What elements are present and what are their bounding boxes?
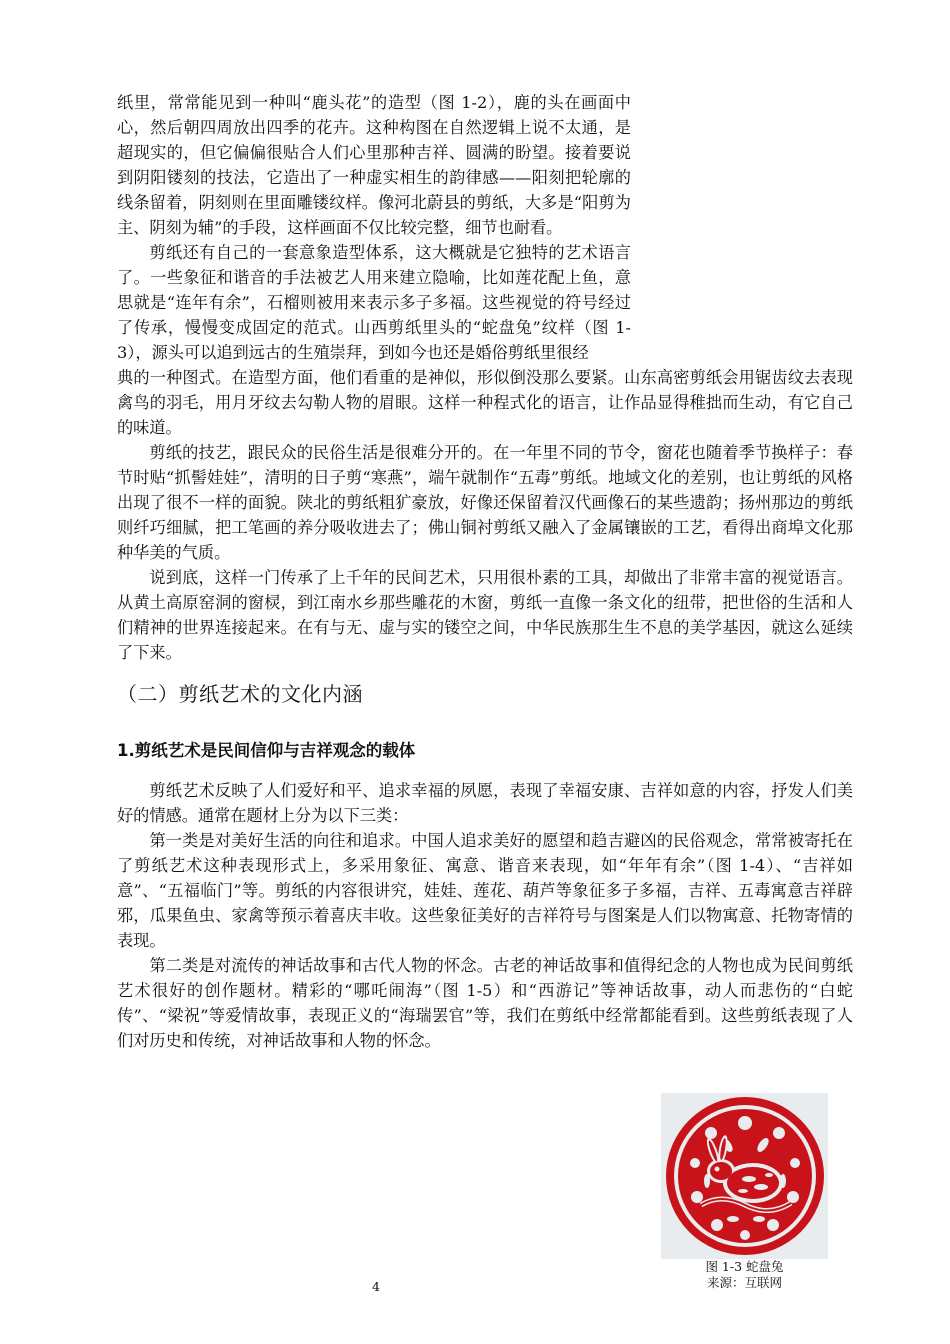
paragraph-imagery: 剪纸还有自己的一套意象造型体系，这大概就是它独特的艺术语言了。一些象征和谐音的手法被艺人用来建立隐喻，比如莲花配上鱼，意思就是“连年有余”，石榴则被用来表示多子多福。这些视觉的符号经过了传承，慢慢变成固定的范式。山西剪纸里头的“蛇盘兔”纹样（图 1-3），源头可以追到远古的生殖崇拜，到如今也还是婚俗剪纸里很经 — [117, 243, 631, 362]
paragraph-category-two: 第二类是对流传的神话故事和古代人物的怀念。古老的神话故事和值得纪念的人物也成为民间剪纸艺术很好的创作题材。精彩的“哪吒闹海”（图 1-5）和“西游记”等神话故事，动人而悲伤的“白蛇传”、“梁祝”等爱情故事，表现正义的“海瑞罢官”等，我们在剪纸中经常都能看到。这些剪纸表现了人们对历史和传统，对神话故事和人物的怀念。 — [117, 956, 853, 1050]
paragraph-conclusion: 说到底，这样一门传承了上千年的民间艺术，只用很朴素的工具，却做出了非常丰富的视觉语言。从黄土高原窑洞的窗棂，到江南水乡那些雕花的木窗，剪纸一直像一条文化的纽带，把世俗的生活和人们精神的世界连接起来。在有与无、虚与实的镂空之间，中华民族那生生不息的美学基因，就这么延续了下来。 — [117, 568, 853, 662]
figure-snake-rabbit — [661, 1093, 828, 1291]
subsection-heading: 1.剪纸艺术是民间信仰与吉祥观念的载体 — [117, 741, 416, 760]
paragraph-imagery-continued: 典的一种图式。在造型方面，他们看重的是神似，形似倒没那么要紧。山东高密剪纸会用锯齿纹去表现禽鸟的羽毛，用月牙纹去勾勒人物的眉眼。这样一种程式化的语言，让作品显得稚拙而生动，有它自己的味道。 — [117, 368, 853, 437]
paper-cut-snake-rabbit-icon — [661, 1093, 828, 1259]
paragraph-category-one: 第一类是对美好生活的向往和追求。中国人追求美好的愿望和趋吉避凶的民俗观念，常常被寄托在了剪纸艺术这种表现形式上，多采用象征、寓意、谐音来表现，如“年年有余”（图 1-4）、“吉祥如意”、“五福临门”等。剪纸的内容很讲究，娃娃、莲花、葫芦等象征多子多福，吉祥、五毒寓意吉祥辟邪，瓜果鱼虫、家禽等预示着喜庆丰收。这些象征美好的吉祥符号与图案是人们以物寓意、托物寄情的表现。 — [117, 831, 853, 950]
page-number: 4 — [372, 1279, 380, 1294]
paragraph-deer-head: 纸里，常常能见到一种叫“鹿头花”的造型（图 1-2），鹿的头在画面中心，然后朝四周放出四季的花卉。这种构图在自然逻辑上说不太通，是超现实的，但它偏偏很贴合人们心里那种吉祥、圆满的盼望。接着要说到阴阳镂刻的技法，它造出了一种虚实相生的韵律感——阳刻把轮廓的线条留着，阴刻则在里面雕镂纹样。像河北蔚县的剪纸，大多是“阳剪为主、阴刻为辅”的手段，这样画面不仅比较完整，细节也耐看。 — [117, 93, 631, 237]
figure-caption: 图 1-3 蛇盘兔 — [705, 1259, 784, 1274]
paragraph-intro: 剪纸艺术反映了人们爱好和平、追求幸福的夙愿，表现了幸福安康、吉祥如意的内容，抒发人们美好的情感。通常在题材上分为以下三类： — [117, 781, 853, 825]
figure-source: 来源：互联网 — [706, 1275, 782, 1290]
paragraph-folk-life: 剪纸的技艺，跟民众的民俗生活是很难分开的。在一年里不同的节令，窗花也随着季节换样子：春节时贴“抓髻娃娃”，清明的日子剪“寒燕”，端午就制作“五毒”剪纸。地域文化的差别，也让剪纸的风格出现了很不一样的面貌。陕北的剪纸粗犷豪放，好像还保留着汉代画像石的某些遗韵；扬州那边的剪纸则纤巧细腻，把工笔画的养分吸收进去了；佛山铜衬剪纸又融入了金属镶嵌的工艺，看得出商埠文化那种华美的气质。 — [117, 443, 853, 562]
section-heading: （二）剪纸艺术的文化内涵 — [117, 682, 363, 706]
